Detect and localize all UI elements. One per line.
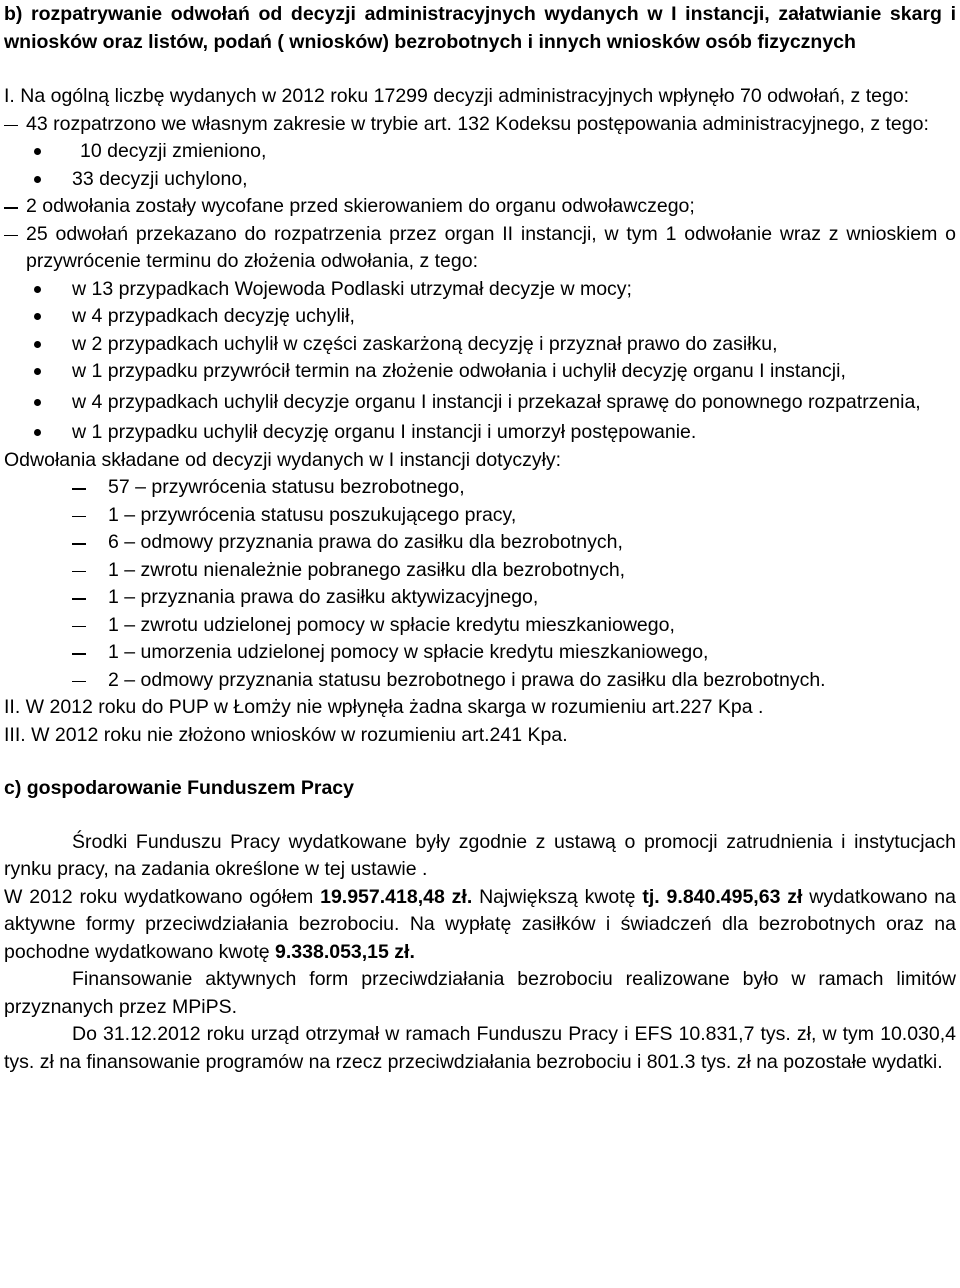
section-c-paragraph-4: Do 31.12.2012 roku urząd otrzymał w ramach Funduszu Pracy i EFS 10.831,7 tys. zł, w tym 10.030,4 tys. zł na finansowanie programów na rzecz przeciwdziałania bezrobociu i 801.3 tys. zł na pozostałe wydatki. xyxy=(4,1023,956,1073)
dash-item-text: 25 odwołań przekazano do rozpatrzenia przez organ II instancji, w tym 1 odwołanie wraz z wnioskiem o przywrócenie terminu do złożenia odwołania, z tego: xyxy=(26,222,956,272)
bullet-item xyxy=(4,419,956,447)
section-b-paragraph-1: I. Na ogólną liczbę wydanych w 2012 roku 17299 decyzji administracyjnych wpłynęło 70 odwołań, z tego: xyxy=(4,85,910,107)
dash-item xyxy=(4,529,956,557)
dash-item xyxy=(4,193,956,221)
section-c-paragraph-1: Środki Funduszu Pracy wydatkowane były zgodnie z ustawą o promocji zatrudnienia i instytucjach rynku pracy, na zadania określone w tej ustawie . xyxy=(4,830,956,880)
total-amount: 19.957.418,48 zł. xyxy=(320,885,473,908)
section-b-paragraph-4: III. W 2012 roku nie złożono wniosków w rozumieniu art.241 Kpa. xyxy=(4,723,568,746)
bullet-item-text: w 4 przypadkach uchylił decyzje organu I instancji i przekazał sprawę do ponownego rozpatrzenia, xyxy=(72,390,921,413)
bullet-item xyxy=(4,276,956,304)
dash-item xyxy=(4,612,956,640)
bullet-item-text: w 1 przypadku uchylił decyzję organu I instancji i umorzył postępowanie. xyxy=(72,421,697,443)
bullet-item-text: w 2 przypadkach uchylił w części zaskarżoną decyzję i przyznał prawo do zasiłku, xyxy=(72,332,778,355)
dash-item-text: 1 – zwrotu udzielonej pomocy w spłacie kredytu mieszkaniowego, xyxy=(108,613,675,636)
dash-item-text: 2 odwołania zostały wycofane przed skierowaniem do organu odwoławczego; xyxy=(26,195,695,217)
bullet-item xyxy=(4,303,956,331)
section-b-paragraph-2: Odwołania składane od decyzji wydanych w I instancji dotyczyły: xyxy=(4,448,562,471)
section-c-paragraph-3: Finansowanie aktywnych form przeciwdziałania bezrobociu realizowane było w ramach limitów przyznanych przez MPiPS. xyxy=(4,968,956,1018)
bullet-item xyxy=(4,166,956,194)
dash-item-text: 1 – przyznania prawa do zasiłku aktywizacyjnego, xyxy=(108,586,539,608)
bullet-item-text: w 4 przypadkach decyzję uchylił, xyxy=(72,305,355,327)
dash-item xyxy=(4,584,956,612)
dash-item xyxy=(4,111,956,139)
bullet-item-text: 10 decyzji zmieniono, xyxy=(80,140,267,162)
bullet-item xyxy=(4,331,956,359)
bullet-item xyxy=(4,138,956,166)
dash-item xyxy=(4,667,956,695)
dash-item xyxy=(4,639,956,667)
bullet-item-text: 33 decyzji uchylono, xyxy=(72,167,248,190)
bullet-item xyxy=(4,389,956,417)
dash-item-text: 43 rozpatrzono we własnym zakresie w trybie art. 132 Kodeksu postępowania administracyjnego, z tego: xyxy=(26,112,929,135)
dash-item-text: 1 – umorzenia udzielonej pomocy w spłacie kredytu mieszkaniowego, xyxy=(108,641,709,663)
section-c-heading: c) gospodarowanie Funduszem Pracy xyxy=(4,777,354,799)
section-c-paragraph-2 xyxy=(4,884,956,967)
dash-item-text: 2 – odmowy przyznania statusu bezrobotnego i prawa do zasiłku dla bezrobotnych. xyxy=(108,668,826,691)
text-run: Największą kwotę xyxy=(472,885,643,908)
bullet-item-text: w 1 przypadku przywrócił termin na złożenie odwołania i uchylił decyzję organu I instancji, xyxy=(72,360,846,382)
bullet-item xyxy=(4,358,956,386)
dash-item-text: 57 – przywrócenia statusu bezrobotnego, xyxy=(108,476,465,498)
benefits-amount: 9.338.053,15 zł. xyxy=(275,940,415,963)
bullet-item-text: w 13 przypadkach Wojewoda Podlaski utrzymał decyzje w mocy; xyxy=(72,277,632,300)
dash-item xyxy=(4,221,956,276)
text-run: W 2012 roku wydatkowano ogółem xyxy=(4,885,321,908)
dash-item-text: 6 – odmowy przyznania prawa do zasiłku dla bezrobotnych, xyxy=(108,531,623,553)
section-b-heading: b) rozpatrywanie odwołań od decyzji administracyjnych wydanych w I instancji, załatwianie skarg i wniosków oraz listów, podań ( wniosków) bezrobotnych i innych wniosków osób fizycznych xyxy=(4,3,956,53)
dash-item xyxy=(4,474,956,502)
dash-item-text: 1 – przywrócenia statusu poszukującego pracy, xyxy=(108,503,517,526)
dash-item-text: 1 – zwrotu nienależnie pobranego zasiłku dla bezrobotnych, xyxy=(108,558,626,581)
largest-amount: tj. 9.840.495,63 zł xyxy=(642,885,803,908)
dash-item xyxy=(4,557,956,585)
dash-item xyxy=(4,502,956,530)
section-b-paragraph-3: II. W 2012 roku do PUP w Łomży nie wpłynęła żadna skarga w rozumieniu art.227 Kpa . xyxy=(4,696,764,718)
text-run: wydatkowano na aktywne formy przeciwdziałania bezrobociu. Na wypłatę zasiłków i świadczeń dla bezrobotnych oraz na pochodne wydatkowano kwotę xyxy=(4,885,956,963)
